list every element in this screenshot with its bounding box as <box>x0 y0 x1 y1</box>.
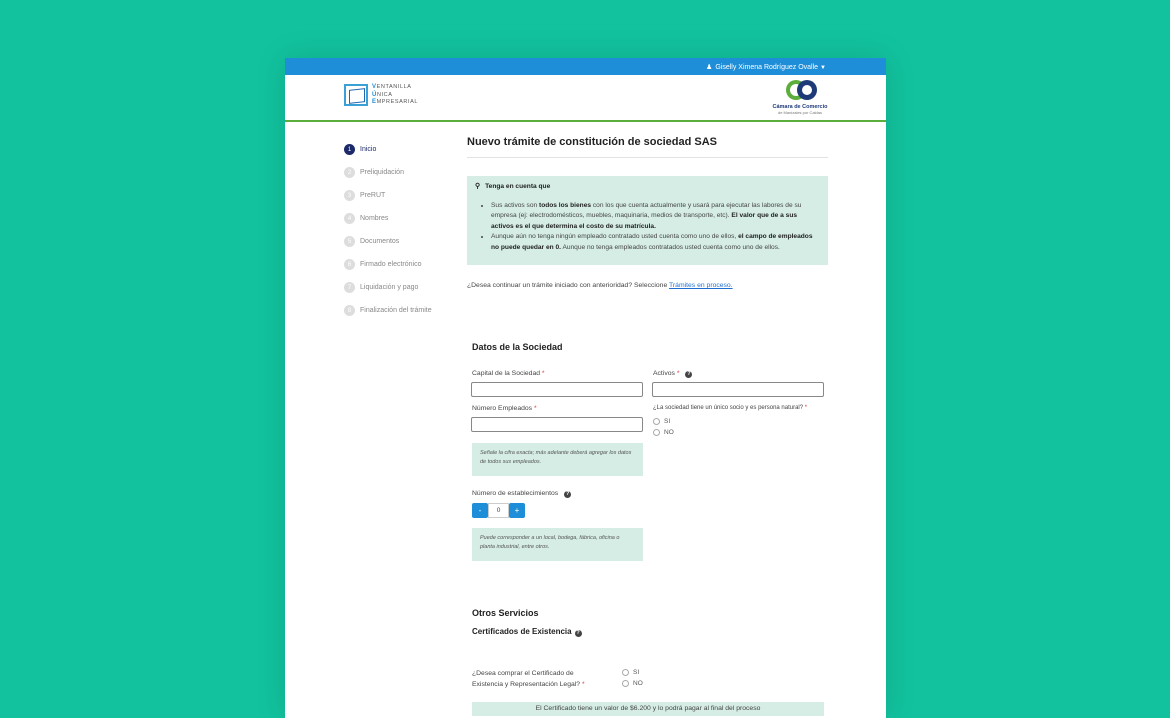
radio-label: SI <box>664 418 671 425</box>
camara-comercio-logo[interactable] <box>770 80 830 115</box>
establecimientos-hint: Puede corresponder a un local, bodega, fábrica, oficina o planta industrial, entre otros. <box>472 528 643 561</box>
vue-logo-initial: Ú <box>372 91 377 98</box>
certificado-price-banner: El Certificado tiene un valor de $6.200 y lo podrá pagar al final del proceso <box>472 702 824 716</box>
radio-label: NO <box>664 429 674 436</box>
step-firmado[interactable] <box>344 253 432 276</box>
vue-logo-word: NICA <box>376 91 393 98</box>
step-number: 8 <box>344 305 355 316</box>
radio-circle <box>622 669 629 676</box>
step-label: Nombres <box>360 215 389 222</box>
socio-radio-no[interactable] <box>653 429 674 436</box>
establecimientos-label-text: Número de establecimientos <box>472 490 559 497</box>
step-label: Documentos <box>360 238 400 245</box>
notice-bold: El valor que de a sus activos es el que determina el costo de su matrícula. <box>491 212 798 230</box>
vue-logo-word: MPRESARIAL <box>376 99 419 105</box>
notice-item <box>491 232 820 253</box>
step-label: PreRUT <box>360 192 386 199</box>
radio-label: NO <box>633 680 643 687</box>
top-bar <box>285 58 886 75</box>
vue-logo-text <box>372 84 418 107</box>
camara-comercio-name: Cámara de Comercio <box>772 104 828 110</box>
capital-label-text: Capital de la Sociedad <box>472 370 541 377</box>
step-label: Inicio <box>360 146 377 153</box>
increment-button[interactable]: + <box>509 503 525 518</box>
user-name: Giselly Ximena Rodríguez Ovalle <box>715 63 819 71</box>
caret-down-icon: ▼ <box>820 64 826 71</box>
main-content <box>467 134 828 291</box>
camara-comercio-icon <box>780 80 820 102</box>
required-mark: * <box>804 405 808 411</box>
empleados-hint: Señale la cifra exacta; más adelante deberá agregar los datos de todos sus empleados. <box>472 443 643 476</box>
continue-prompt <box>467 281 747 291</box>
required-mark: * <box>581 680 585 688</box>
vue-logo-icon <box>344 84 368 106</box>
radio-circle <box>653 429 660 436</box>
help-icon[interactable]: ? <box>565 491 570 497</box>
notice-text: Aunque no tenga empleados contratados usted cuenta como uno de ellos. <box>560 243 780 251</box>
header <box>285 75 886 122</box>
notice-bold: el campo de empleados no puede quedar en 0. <box>491 233 813 251</box>
step-prerut[interactable] <box>344 184 432 207</box>
radio-label: SI <box>633 669 640 676</box>
step-number: 7 <box>344 282 355 293</box>
establecimientos-stepper <box>472 503 525 518</box>
progress-steps <box>344 138 432 322</box>
vue-logo-word: ENTANILLA <box>376 84 412 90</box>
step-number: 3 <box>344 190 355 201</box>
notice-heading-text: Tenga en cuenta que <box>485 183 551 190</box>
notice-text: Sus activos son <box>491 201 540 209</box>
socio-question <box>653 405 807 411</box>
step-finalizacion[interactable] <box>344 299 432 322</box>
radio-circle <box>653 418 660 425</box>
step-number: 4 <box>344 213 355 224</box>
certificados-subtitle-text: Certificados de Existencia <box>472 627 572 636</box>
step-nombres[interactable] <box>344 207 432 230</box>
app-window <box>285 58 886 718</box>
certificados-subtitle <box>472 627 582 637</box>
user-icon: ♟ <box>706 63 713 71</box>
socio-question-text: ¿La sociedad tiene un único socio y es persona natural? <box>653 405 804 411</box>
vue-logo-initial: E <box>372 99 377 105</box>
required-mark: * <box>676 370 680 377</box>
capital-label <box>472 370 545 377</box>
camara-comercio-subtitle: de Manizales por Caldas <box>777 110 823 115</box>
establecimientos-value[interactable]: 0 <box>488 503 509 518</box>
vue-logo-initial: V <box>372 84 377 90</box>
notice-list <box>475 201 820 254</box>
socio-radio-si[interactable] <box>653 418 670 425</box>
certificado-radio-no[interactable] <box>622 680 643 687</box>
capital-input[interactable] <box>471 382 643 397</box>
step-preliquidacion[interactable] <box>344 161 432 184</box>
empleados-label <box>472 405 537 412</box>
info-notice <box>467 176 828 265</box>
otros-section-title: Otros Servicios <box>472 608 539 618</box>
sociedad-section-title: Datos de la Sociedad <box>472 342 563 352</box>
empleados-label-text: Número Empleados <box>472 405 533 412</box>
certificado-radio-si[interactable] <box>622 669 639 676</box>
vue-logo[interactable] <box>344 84 418 107</box>
user-menu[interactable] <box>706 63 826 71</box>
radio-circle <box>622 680 629 687</box>
establecimientos-label <box>472 490 571 498</box>
tramites-en-proceso-link[interactable]: Trámites en proceso. <box>669 282 733 289</box>
lightbulb-icon: ⚲ <box>475 183 481 190</box>
page-title: Nuevo trámite de constitución de sociedad SAS <box>467 136 828 158</box>
step-inicio[interactable] <box>344 138 432 161</box>
required-mark: * <box>541 370 545 377</box>
activos-input[interactable] <box>652 382 824 397</box>
notice-item <box>491 201 820 233</box>
step-label: Preliquidación <box>360 169 404 176</box>
notice-text: con los que cuenta actualmente y usará para ejecutar las labores de su empresa (ej: electrodomésticos, muebles, maquinaria, medios de transporte, etc). <box>491 201 802 219</box>
step-number: 5 <box>344 236 355 247</box>
step-label: Liquidación y pago <box>360 284 419 291</box>
empleados-input[interactable] <box>471 417 643 432</box>
notice-heading <box>475 182 820 193</box>
required-mark: * <box>533 405 537 412</box>
certificado-question-text: ¿Desea comprar el Certificado de Existencia y Representación Legal? <box>472 670 581 688</box>
activos-label <box>653 370 692 378</box>
help-icon[interactable]: ? <box>576 630 580 636</box>
step-label: Firmado electrónico <box>360 261 422 268</box>
step-liquidacion[interactable] <box>344 276 432 299</box>
step-number: 1 <box>344 144 355 155</box>
activos-label-text: Activos <box>653 370 675 377</box>
certificado-question <box>472 669 602 690</box>
step-label: Finalización del trámite <box>360 307 432 314</box>
notice-bold: todos los bienes <box>539 201 592 209</box>
step-documentos[interactable] <box>344 230 432 253</box>
decrement-button[interactable]: - <box>472 503 488 518</box>
notice-text: Aunque aún no tenga ningún empleado contratado usted cuenta como uno de ellos, <box>491 233 739 240</box>
help-icon[interactable]: ? <box>687 371 691 377</box>
step-number: 6 <box>344 259 355 270</box>
continue-text: ¿Desea continuar un trámite iniciado con anterioridad? Seleccione <box>467 282 670 289</box>
step-number: 2 <box>344 167 355 178</box>
